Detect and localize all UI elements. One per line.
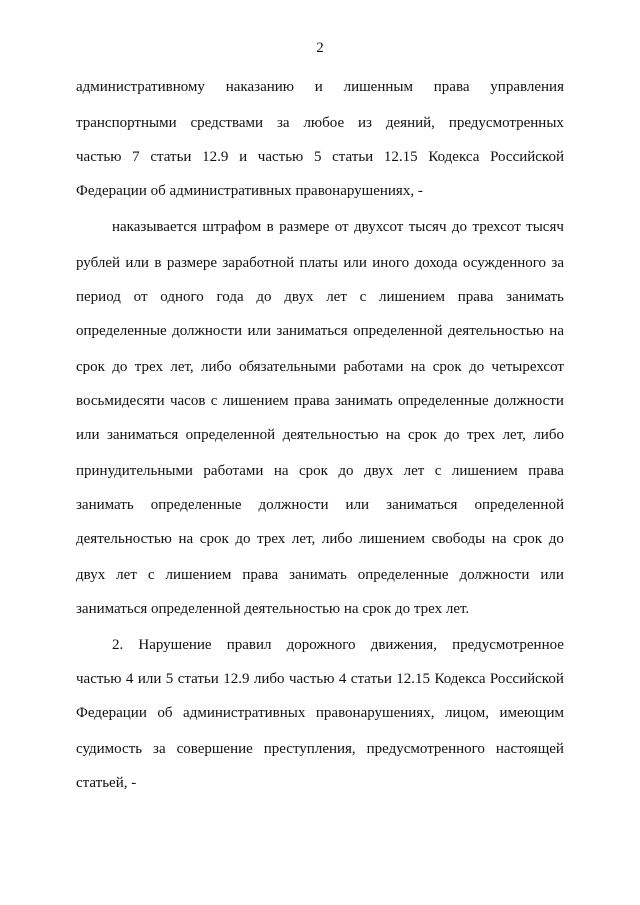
word: восьмидесяти xyxy=(76,393,165,409)
word: года xyxy=(216,289,244,305)
word: с xyxy=(147,567,155,583)
word: 5 xyxy=(313,149,322,165)
word: платы xyxy=(299,255,338,271)
word: движения, xyxy=(370,637,437,653)
word: в xyxy=(266,219,274,235)
word: двухсот xyxy=(354,219,404,235)
word: 12.15 xyxy=(383,149,418,165)
word: занимать xyxy=(334,393,393,409)
text-line: Федерации об административных правонарушениях, - xyxy=(76,183,423,199)
word: лишением xyxy=(165,567,232,583)
word: тысяч xyxy=(408,219,447,235)
word: или xyxy=(343,255,367,271)
word: либо xyxy=(321,531,353,547)
word: определенной xyxy=(353,323,443,339)
word: лишением xyxy=(359,531,426,547)
word: транспортными xyxy=(76,115,177,131)
word: двух xyxy=(284,289,314,305)
word: частью xyxy=(76,671,122,687)
text-line xyxy=(76,320,564,342)
word: деяний, xyxy=(385,115,435,131)
word: заниматься xyxy=(106,427,179,443)
word: лет, xyxy=(502,427,526,443)
word: либо xyxy=(201,359,232,375)
word: административных xyxy=(183,705,306,721)
word: Нарушение xyxy=(138,637,212,653)
word: на xyxy=(491,531,507,547)
word: срок xyxy=(199,531,229,547)
word: занимать xyxy=(506,289,564,305)
text-line xyxy=(76,252,564,274)
word: обязательными xyxy=(239,359,337,375)
word: за xyxy=(551,255,564,271)
word: 7 xyxy=(132,149,140,165)
word: Кодекса xyxy=(434,671,486,687)
word: лет xyxy=(326,289,347,305)
word: права xyxy=(528,463,564,479)
word: срок xyxy=(408,427,437,443)
word: срок xyxy=(432,359,462,375)
word: деятельностью xyxy=(282,427,379,443)
word: двух xyxy=(363,463,394,479)
word: лет xyxy=(403,463,425,479)
word: права xyxy=(457,289,494,305)
word: или xyxy=(76,427,100,443)
word: имеющим xyxy=(499,705,564,721)
word: либо xyxy=(253,671,285,687)
text-line xyxy=(76,494,564,516)
word: двух xyxy=(76,567,106,583)
word: на xyxy=(385,427,401,443)
word: размере xyxy=(279,219,330,235)
word: лишением xyxy=(451,463,518,479)
word: трех xyxy=(257,531,286,547)
word: на xyxy=(273,463,289,479)
word: лишением xyxy=(379,289,445,305)
word: 4 xyxy=(338,671,347,687)
word: штрафом xyxy=(202,219,262,235)
word: должности xyxy=(493,393,564,409)
word: правил xyxy=(226,637,272,653)
text-line xyxy=(76,286,564,308)
word: лишением xyxy=(222,393,289,409)
word: до xyxy=(338,463,354,479)
word: осужденного xyxy=(462,255,547,271)
word: срок xyxy=(76,359,105,375)
word: до xyxy=(444,427,460,443)
word: иного xyxy=(372,255,410,271)
word: на xyxy=(549,323,564,339)
word: совершение xyxy=(176,741,253,757)
word: лицом, xyxy=(445,705,489,721)
word: от xyxy=(334,219,349,235)
word: часов xyxy=(169,393,206,409)
word: свободы xyxy=(431,531,486,547)
word: права xyxy=(242,567,279,583)
word: трех xyxy=(134,359,163,375)
word: предусмотренного xyxy=(366,741,485,757)
word: за xyxy=(276,115,290,131)
word: или xyxy=(137,671,162,687)
word: права xyxy=(433,79,470,95)
word: либо xyxy=(533,427,564,443)
word: занимать xyxy=(289,567,347,583)
text-line xyxy=(76,564,564,586)
word: управления xyxy=(490,79,564,95)
word: до xyxy=(256,289,272,305)
word: наказывается xyxy=(112,219,197,235)
text-line xyxy=(76,738,564,760)
word: заниматься xyxy=(386,497,458,513)
word: правонарушениях, xyxy=(315,705,435,721)
word: предусмотренное xyxy=(452,637,564,653)
text-line xyxy=(112,216,564,238)
word: определенные xyxy=(357,567,449,583)
word: одного xyxy=(160,289,204,305)
word: или xyxy=(247,323,272,339)
word: рублей xyxy=(76,255,121,271)
word: Российской xyxy=(490,149,564,165)
word: на xyxy=(410,359,426,375)
word: статьи xyxy=(332,149,374,165)
text-line xyxy=(76,528,564,550)
word: должности xyxy=(172,323,243,339)
text-line xyxy=(76,702,564,724)
word: лет, xyxy=(291,531,316,547)
word: должности xyxy=(258,497,329,513)
word: предусмотренных xyxy=(448,115,564,131)
word: и xyxy=(314,79,323,95)
text-line xyxy=(76,356,564,378)
word: определенные xyxy=(150,497,242,513)
word: об xyxy=(157,705,173,721)
text-line xyxy=(112,634,564,656)
word: определенной xyxy=(474,497,564,513)
word: работами xyxy=(203,463,264,479)
word: статьи xyxy=(350,671,392,687)
word: лет xyxy=(116,567,137,583)
word: 12.9 xyxy=(202,149,229,165)
word: 12.9 xyxy=(223,671,250,687)
word: и xyxy=(239,149,248,165)
word: от xyxy=(133,289,148,305)
word: или xyxy=(540,567,564,583)
word: работами xyxy=(343,359,404,375)
word: должности xyxy=(459,567,530,583)
word: лет, xyxy=(170,359,194,375)
word: в xyxy=(154,255,162,271)
text-line xyxy=(76,390,564,412)
page-number: 2 xyxy=(316,40,324,56)
word: средствами xyxy=(190,115,264,131)
word: 2. xyxy=(112,637,124,653)
word: на xyxy=(178,531,194,547)
word: за xyxy=(153,741,166,757)
word: тысяч xyxy=(526,219,564,235)
word: срок xyxy=(298,463,328,479)
word: или xyxy=(345,497,370,513)
word: права xyxy=(293,393,330,409)
text-line: статьей, - xyxy=(76,775,137,791)
text-line: заниматься определенной деятельностью на срок до трех лет. xyxy=(76,601,470,617)
word: до xyxy=(451,219,468,235)
word: Кодекса xyxy=(428,149,480,165)
word: дорожного xyxy=(286,637,356,653)
word: наказанию xyxy=(225,79,294,95)
text-line xyxy=(76,424,564,446)
word: статьи xyxy=(177,671,219,687)
word: размере xyxy=(166,255,217,271)
word: трех xyxy=(466,427,496,443)
word: трехсот xyxy=(472,219,521,235)
word: определенные xyxy=(397,393,489,409)
word: занимать xyxy=(76,497,134,513)
text-line xyxy=(76,112,564,134)
word: преступления, xyxy=(263,741,356,757)
word: настоящей xyxy=(495,741,564,757)
word: с xyxy=(434,463,442,479)
word: с xyxy=(210,393,218,409)
text-line xyxy=(76,460,564,482)
word: административному xyxy=(76,79,205,95)
word: частью xyxy=(288,671,335,687)
word: судимость xyxy=(76,741,143,757)
word: срок xyxy=(513,531,543,547)
word: заработной xyxy=(222,255,295,271)
word: дохода xyxy=(414,255,458,271)
word: определенной xyxy=(185,427,276,443)
word: 5 xyxy=(165,671,174,687)
word: лишенным xyxy=(343,79,413,95)
text-line xyxy=(76,146,564,168)
word: Федерации xyxy=(76,705,147,721)
word: принудительными xyxy=(76,463,193,479)
word: 12.15 xyxy=(396,671,431,687)
word: до xyxy=(548,531,564,547)
word: 4 xyxy=(125,671,134,687)
word: из xyxy=(358,115,372,131)
word: частью xyxy=(257,149,304,165)
word: до xyxy=(112,359,128,375)
text-line xyxy=(76,76,564,98)
word: частью xyxy=(76,149,122,165)
word: до xyxy=(235,531,251,547)
word: определенные xyxy=(76,323,167,339)
word: или xyxy=(125,255,149,271)
word: четырехсот xyxy=(491,359,564,375)
word: период xyxy=(76,289,121,305)
word: любое xyxy=(303,115,345,131)
text-line xyxy=(76,668,564,690)
word: Российской xyxy=(489,671,564,687)
word: до xyxy=(469,359,485,375)
word: деятельностью xyxy=(76,531,172,547)
word: статьи xyxy=(150,149,192,165)
word: заниматься xyxy=(276,323,348,339)
word: с xyxy=(359,289,367,305)
word: деятельностью xyxy=(448,323,544,339)
